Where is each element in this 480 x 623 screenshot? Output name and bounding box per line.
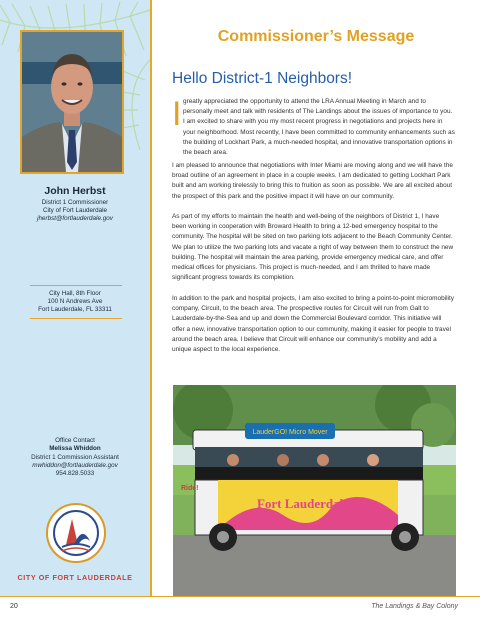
- page-number: 20: [10, 603, 18, 610]
- commissioner-title: District 1 Commissioner: [41, 199, 109, 206]
- vehicle-side-text: Fort Lauderdale: [256, 496, 350, 511]
- assistant-phone[interactable]: 954.828.5033: [55, 470, 95, 477]
- circuit-vehicle-photo: [173, 385, 456, 596]
- article-paragraph-3: As part of my efforts to maintain the health and well-being of the neighbors of District 1, I have been working in cooperation with Broward Health to bring a 12-bed emergency hospital to the community. The hospital will be sited on two parking lots adjacent to the Beach Community Center. We plan to utilize the two parking lots and vacate a right of way between them to construct the new building. The hospital will maintain the area parking, provide emergency medical care, and offer medical offices for physicians. This project is much-needed, and I am thrilled to have made significant progress towards its completion.: [172, 213, 454, 282]
- address-line-3: Fort Lauderdale, FL 33311: [38, 306, 112, 313]
- vehicle-illustration: [173, 385, 456, 596]
- commissioner-portrait: [20, 30, 124, 174]
- portrait-image: [22, 32, 122, 172]
- city-name-text: CITY OF FORT LAUDERDALE: [17, 573, 133, 582]
- drop-cap: I: [172, 95, 182, 133]
- assistant-title: District 1 Commission Assistant: [31, 454, 119, 461]
- sidebar-divider: [30, 285, 122, 286]
- sidebar-gold-border: [150, 0, 152, 596]
- assistant-name: Melissa Whiddon: [49, 445, 101, 452]
- article-paragraph-2: I am pleased to announce that negotiations with Inter Miami are moving along and we will have the broad outline of an agreement in place in a couple weeks. I am dedicated to getting Lockhart Park built and am working tirelessly to bring this to fruition as soon as possible. We are all excited about the prospect of this park and the positive impact it will have on our community.: [172, 162, 453, 200]
- article-paragraph-1: greatly appreciated the opportunity to attend the LRA Annual Meeting in March and to personally meet and talk with residents of The Landings about the issues of importance to you. I am excited to share with you my most recent progress in negotiations and projects here in your neighborhood. Most recently, I have been committed to community enhancements such as the building of Lockhart Park, a much-needed hospital, and innovative transportation options in the beach area.: [183, 98, 455, 157]
- office-contact-label: Office Contact: [55, 437, 95, 444]
- vehicle-top-sign: LauderGO! Micro Mover: [252, 429, 328, 436]
- address-line-1: City Hall, 8th Floor: [49, 290, 101, 297]
- ride-label: Ride!: [181, 485, 199, 492]
- address-line-2: 100 N Andrews Ave: [47, 298, 103, 305]
- greeting-title: Hello District-1 Neighbors!: [172, 70, 353, 87]
- publication-title: The Landings & Bay Colony: [371, 603, 458, 610]
- commissioner-city: City of Fort Lauderdale: [42, 207, 108, 214]
- page-heading: Commissioner’s Message: [217, 28, 415, 45]
- commissioner-name: John Herbst: [44, 185, 106, 197]
- city-seal-icon: [48, 505, 104, 561]
- commissioner-email[interactable]: jherbst@fortlauderdale.gov: [37, 215, 113, 222]
- article-paragraph-4: In addition to the park and hospital projects, I am also excited to bring a point-to-point micromobility company, Circuit, to the beach area. The prospective routes for Circuit will run from Galt to Lauderdale-by-the-Sea and up and down the Commercial Boulevard corridor. This initiative will offer a new, innovative transportation option to our community, making it easier for people to travel around the beach area. I believe that Circuit will enhance our community’s mobility and add a unique aspect to the local experience.: [172, 295, 454, 354]
- footer-rule: [0, 596, 480, 597]
- sidebar: [0, 0, 152, 596]
- city-seal-logo: [46, 503, 106, 563]
- assistant-email[interactable]: mwhiddon@fortlauderdale.gov: [32, 462, 118, 469]
- sidebar-divider: [30, 318, 122, 319]
